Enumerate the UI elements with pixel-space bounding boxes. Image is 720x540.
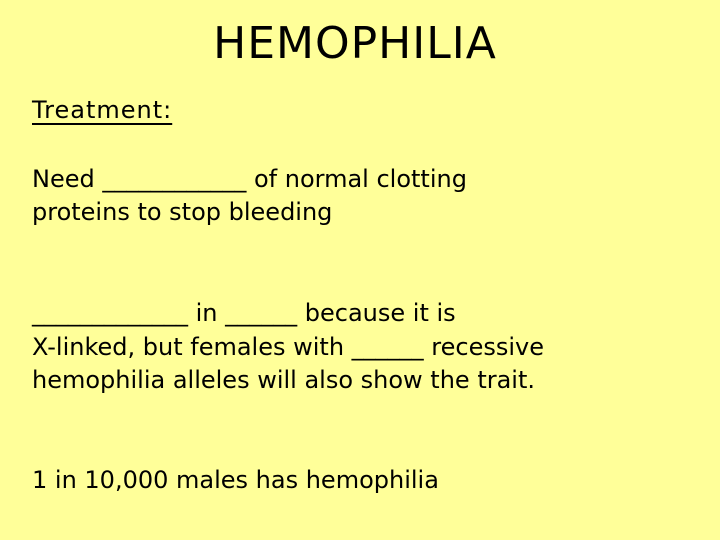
paragraph-1-line-2: proteins to stop bleeding	[32, 198, 333, 226]
paragraph-2-line-2: X-linked, but females with ______ recessive	[32, 333, 544, 361]
paragraph-2-line-3: hemophilia alleles will also show the trait.	[32, 366, 536, 394]
slide-title: HEMOPHILIA	[213, 18, 497, 69]
paragraph-3-line-1: 1 in 10,000 males has hemophilia	[32, 466, 439, 494]
paragraph-1-line-1: Need ____________ of normal clotting	[32, 165, 467, 193]
treatment-heading: Treatment:	[32, 96, 173, 124]
paragraph-2-line-1: _____________ in ______ because it is	[32, 299, 456, 327]
